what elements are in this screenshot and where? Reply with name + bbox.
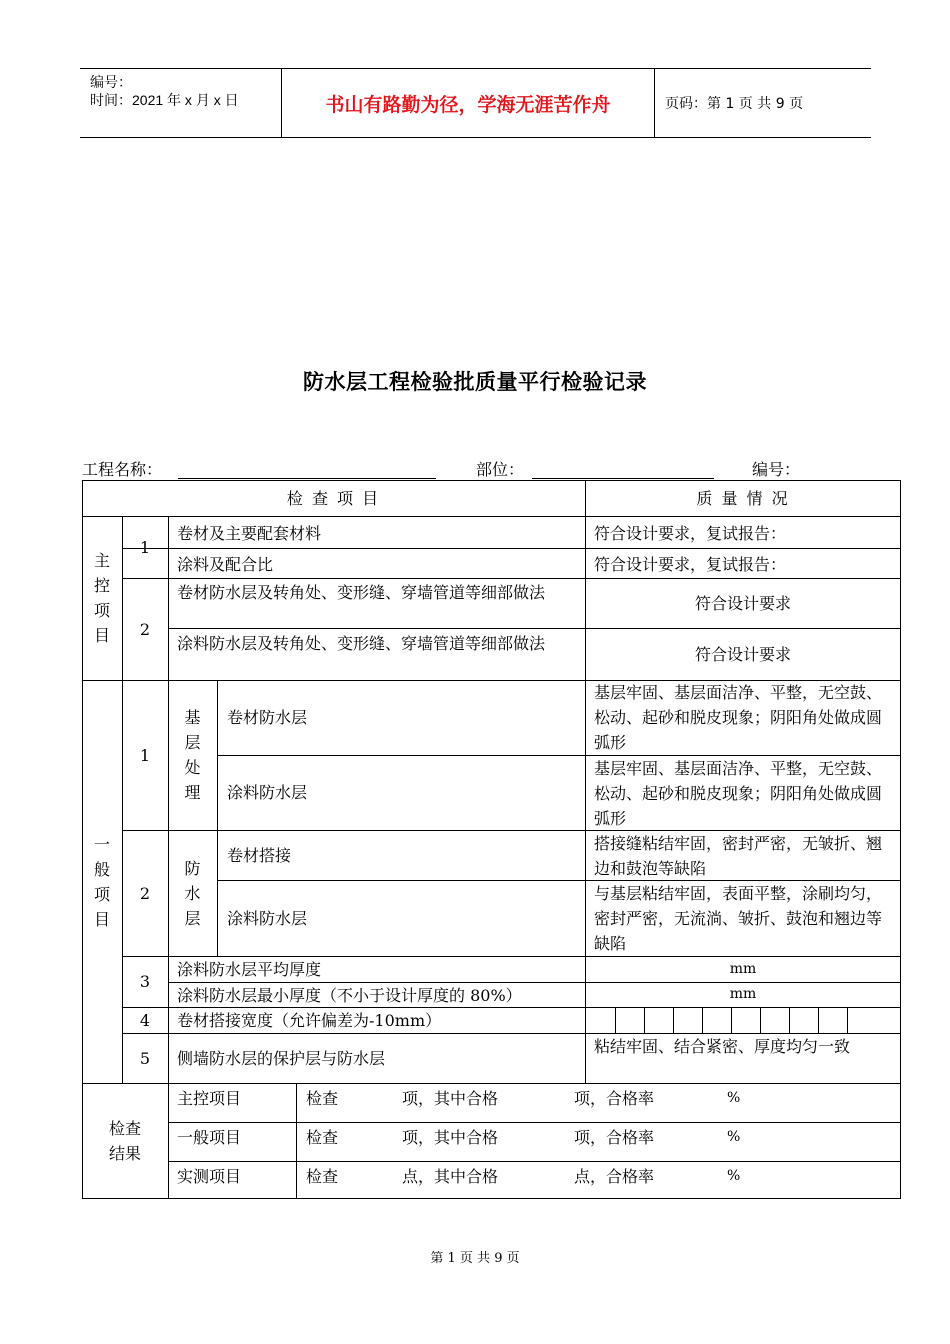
page-footer: 第 1 页 共 9 页 (430, 1251, 520, 1266)
measure-cell-line (731, 1007, 732, 1033)
table-border (82, 1198, 901, 1199)
main-item-text: 卷材防水层及转角处、变形缝、穿墙管道等细部做法 (177, 583, 546, 602)
general-item-text: 涂料防水层 (227, 783, 308, 802)
general-item-quality: 粘结牢固、结合紧密、厚度均匀一致 (594, 1037, 851, 1056)
page-header (80, 68, 871, 138)
header-meta (80, 69, 280, 137)
general-item-no: 4 (139, 1010, 151, 1030)
measure-cell-line (644, 1007, 645, 1033)
result-check: 检查 (306, 1089, 339, 1108)
general-item-text: 卷材搭接宽度（允许偏差为-10mm） (177, 1011, 442, 1030)
general-item-text: 侧墙防水层的保护层与防水层 (177, 1048, 386, 1068)
measure-cell-line (847, 1007, 848, 1033)
general-item-text: 卷材搭接 (227, 845, 292, 865)
main-item-quality: 符合设计要求 (694, 644, 791, 664)
general-item-quality: mm (729, 986, 757, 1002)
general-item-no: 3 (139, 972, 151, 991)
main-item-quality: 符合设计要求，复试报告： (594, 555, 787, 574)
result-unit: 项，其中合格 (402, 1128, 499, 1147)
doc-number-label: 编号： (752, 460, 801, 479)
location-label: 部位： (476, 460, 525, 479)
result-pct: % (727, 1168, 741, 1184)
general-item-text: 涂料防水层 (227, 908, 308, 928)
main-item-quality: 符合设计要求，复试报告： (594, 524, 787, 543)
general-item-quality: 搭接缝粘结牢固，密封严密，无皱折、翘边和鼓泡等缺陷 (594, 834, 883, 878)
general-item-quality: 基层牢固、基层面洁净、平整，无空鼓、松动、起砂和脱皮现象；阴阳角处做成圆弧形 (594, 759, 883, 828)
general-item-text: 涂料防水层平均厚度 (177, 960, 322, 979)
main-item-quality: 符合设计要求 (694, 593, 791, 613)
measure-cell-line (702, 1007, 703, 1033)
row-line (82, 1083, 901, 1084)
measure-cell-line (615, 1007, 616, 1033)
result-unit2: 点，合格率 (574, 1167, 655, 1186)
col-header-quality: 质 量 情 况 (696, 488, 790, 508)
result-category: 实测项目 (177, 1167, 242, 1186)
header-time: 时间：2021 年 x 月 x 日 (90, 92, 239, 108)
project-name-label: 工程名称： (82, 460, 163, 479)
result-category: 主控项目 (177, 1089, 242, 1108)
measure-cell-line (760, 1007, 761, 1033)
result-unit2: 项，合格率 (574, 1089, 655, 1108)
row-line (168, 1122, 901, 1123)
general-item-text: 涂料防水层最小厚度（不小于设计厚度的 80%） (177, 986, 522, 1005)
project-name-field[interactable] (178, 478, 436, 479)
measure-cell-line (818, 1007, 819, 1033)
col-line (296, 1083, 297, 1199)
location-field[interactable] (532, 478, 714, 479)
measure-cell-line (673, 1007, 674, 1033)
document-title: 防水层工程检验批质量平行检验记录 (303, 370, 647, 394)
row-line (82, 516, 901, 517)
general-item-quality: mm (729, 960, 757, 977)
inspection-table (82, 480, 901, 1199)
main-item-text: 涂料及配合比 (177, 555, 274, 574)
main-item-no: 1 (139, 537, 151, 557)
general-item-text: 卷材防水层 (227, 708, 308, 727)
general-item-no: 5 (139, 1048, 151, 1068)
result-unit2: 项，合格率 (574, 1128, 655, 1147)
general-item-no: 1 (139, 745, 151, 765)
row-line (122, 548, 901, 549)
general-item-quality: 与基层粘结牢固，表面平整，涂刷均匀，密封严密，无流淌、皱折、鼓泡和翘边等缺陷 (594, 884, 883, 953)
result-pct: % (727, 1129, 741, 1145)
header-number-label: 编号： (90, 74, 132, 90)
general-sub-label: 防水层 (184, 858, 201, 928)
result-check: 检查 (306, 1128, 339, 1147)
general-item-quality: 基层牢固、基层面洁净、平整，无空鼓、松动、起砂和脱皮现象；阴阳角处做成圆弧形 (594, 683, 883, 752)
general-item-no: 2 (139, 883, 151, 903)
general-sub-label: 基层处理 (184, 708, 201, 802)
header-motto: 书山有路勤为径，学海无涯苦作舟 (325, 93, 611, 116)
main-item-no: 2 (139, 619, 151, 639)
result-unit: 项，其中合格 (402, 1089, 499, 1108)
main-item-text: 涂料防水层及转角处、变形缝、穿墙管道等细部做法 (177, 634, 546, 653)
result-category: 一般项目 (177, 1128, 242, 1147)
result-unit: 点，其中合格 (402, 1167, 499, 1186)
result-check: 检查 (306, 1167, 339, 1186)
main-item-text: 卷材及主要配套材料 (177, 524, 322, 543)
general-group-label: 一般项目 (93, 834, 110, 929)
col-header-item: 检 查 项 目 (286, 488, 381, 508)
result-label: 检查结果 (108, 1119, 141, 1163)
header-divider (654, 69, 655, 137)
row-line (168, 1161, 901, 1162)
measure-cell-line (789, 1007, 790, 1033)
header-page-info: 页码：第 1 页 共 9 页 (665, 96, 804, 112)
result-pct: % (727, 1090, 741, 1106)
main-group-label: 主控项目 (93, 551, 110, 645)
